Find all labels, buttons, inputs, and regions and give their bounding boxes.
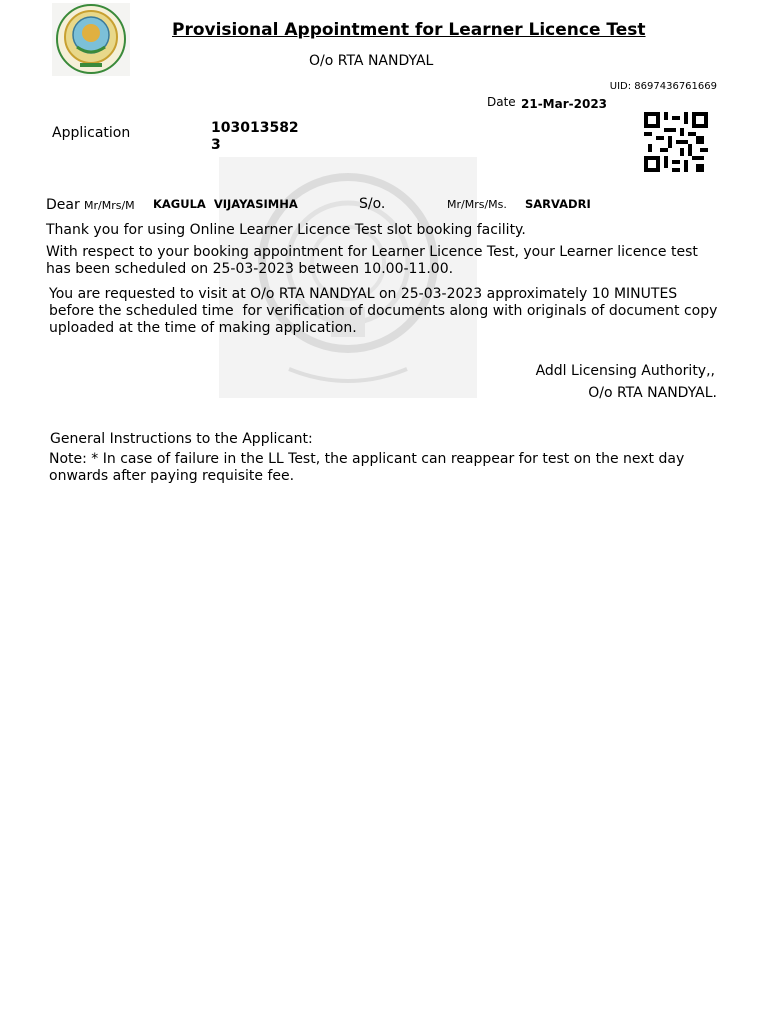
signatory-title: Addl Licensing Authority,,: [535, 363, 715, 379]
document-title: Provisional Appointment for Learner Licence Test: [172, 20, 646, 40]
date-value: 21-Mar-2023: [521, 97, 608, 111]
relation-text: S/o.: [359, 196, 386, 212]
schedule-paragraph: With respect to your booking appointment for Learner Licence Test, your Learner licence test has been scheduled on 25-03-2023 between 10.00-11.00.: [46, 244, 698, 277]
date-label: Date: [487, 95, 516, 109]
parent-salutation: Mr/Mrs/Ms.: [447, 198, 507, 211]
office-name: O/o RTA NANDYAL: [309, 53, 434, 69]
thanks-paragraph: Thank you for using Online Learner Licence Test slot booking facility.: [46, 222, 526, 238]
qr-code-icon: [644, 112, 708, 172]
applicant-name: KAGULA VIJAYASIMHA: [153, 197, 298, 211]
uid-text: UID: 8697436761669: [609, 81, 717, 92]
dear-text: Dear: [46, 197, 80, 213]
application-number: 1030135823: [211, 120, 299, 153]
application-label: Application: [52, 125, 131, 141]
applicant-salutation: Mr/Mrs/M: [84, 199, 135, 212]
instructions-note: Note: * In case of failure in the LL Test, the applicant can reappear for test on the next day onwards after paying requisite fee.: [49, 451, 685, 484]
state-emblem-logo: [52, 3, 130, 76]
signatory-office: O/o RTA NANDYAL.: [588, 385, 717, 401]
parent-name: SARVADRI: [525, 197, 591, 211]
visit-paragraph: You are requested to visit at O/o RTA NANDYAL on 25-03-2023 approximately 10 MINUTES before the scheduled time for verification of documents along with originals of document copy uploaded at the time of making application.: [49, 286, 722, 336]
instructions-heading: General Instructions to the Applicant:: [50, 431, 313, 447]
